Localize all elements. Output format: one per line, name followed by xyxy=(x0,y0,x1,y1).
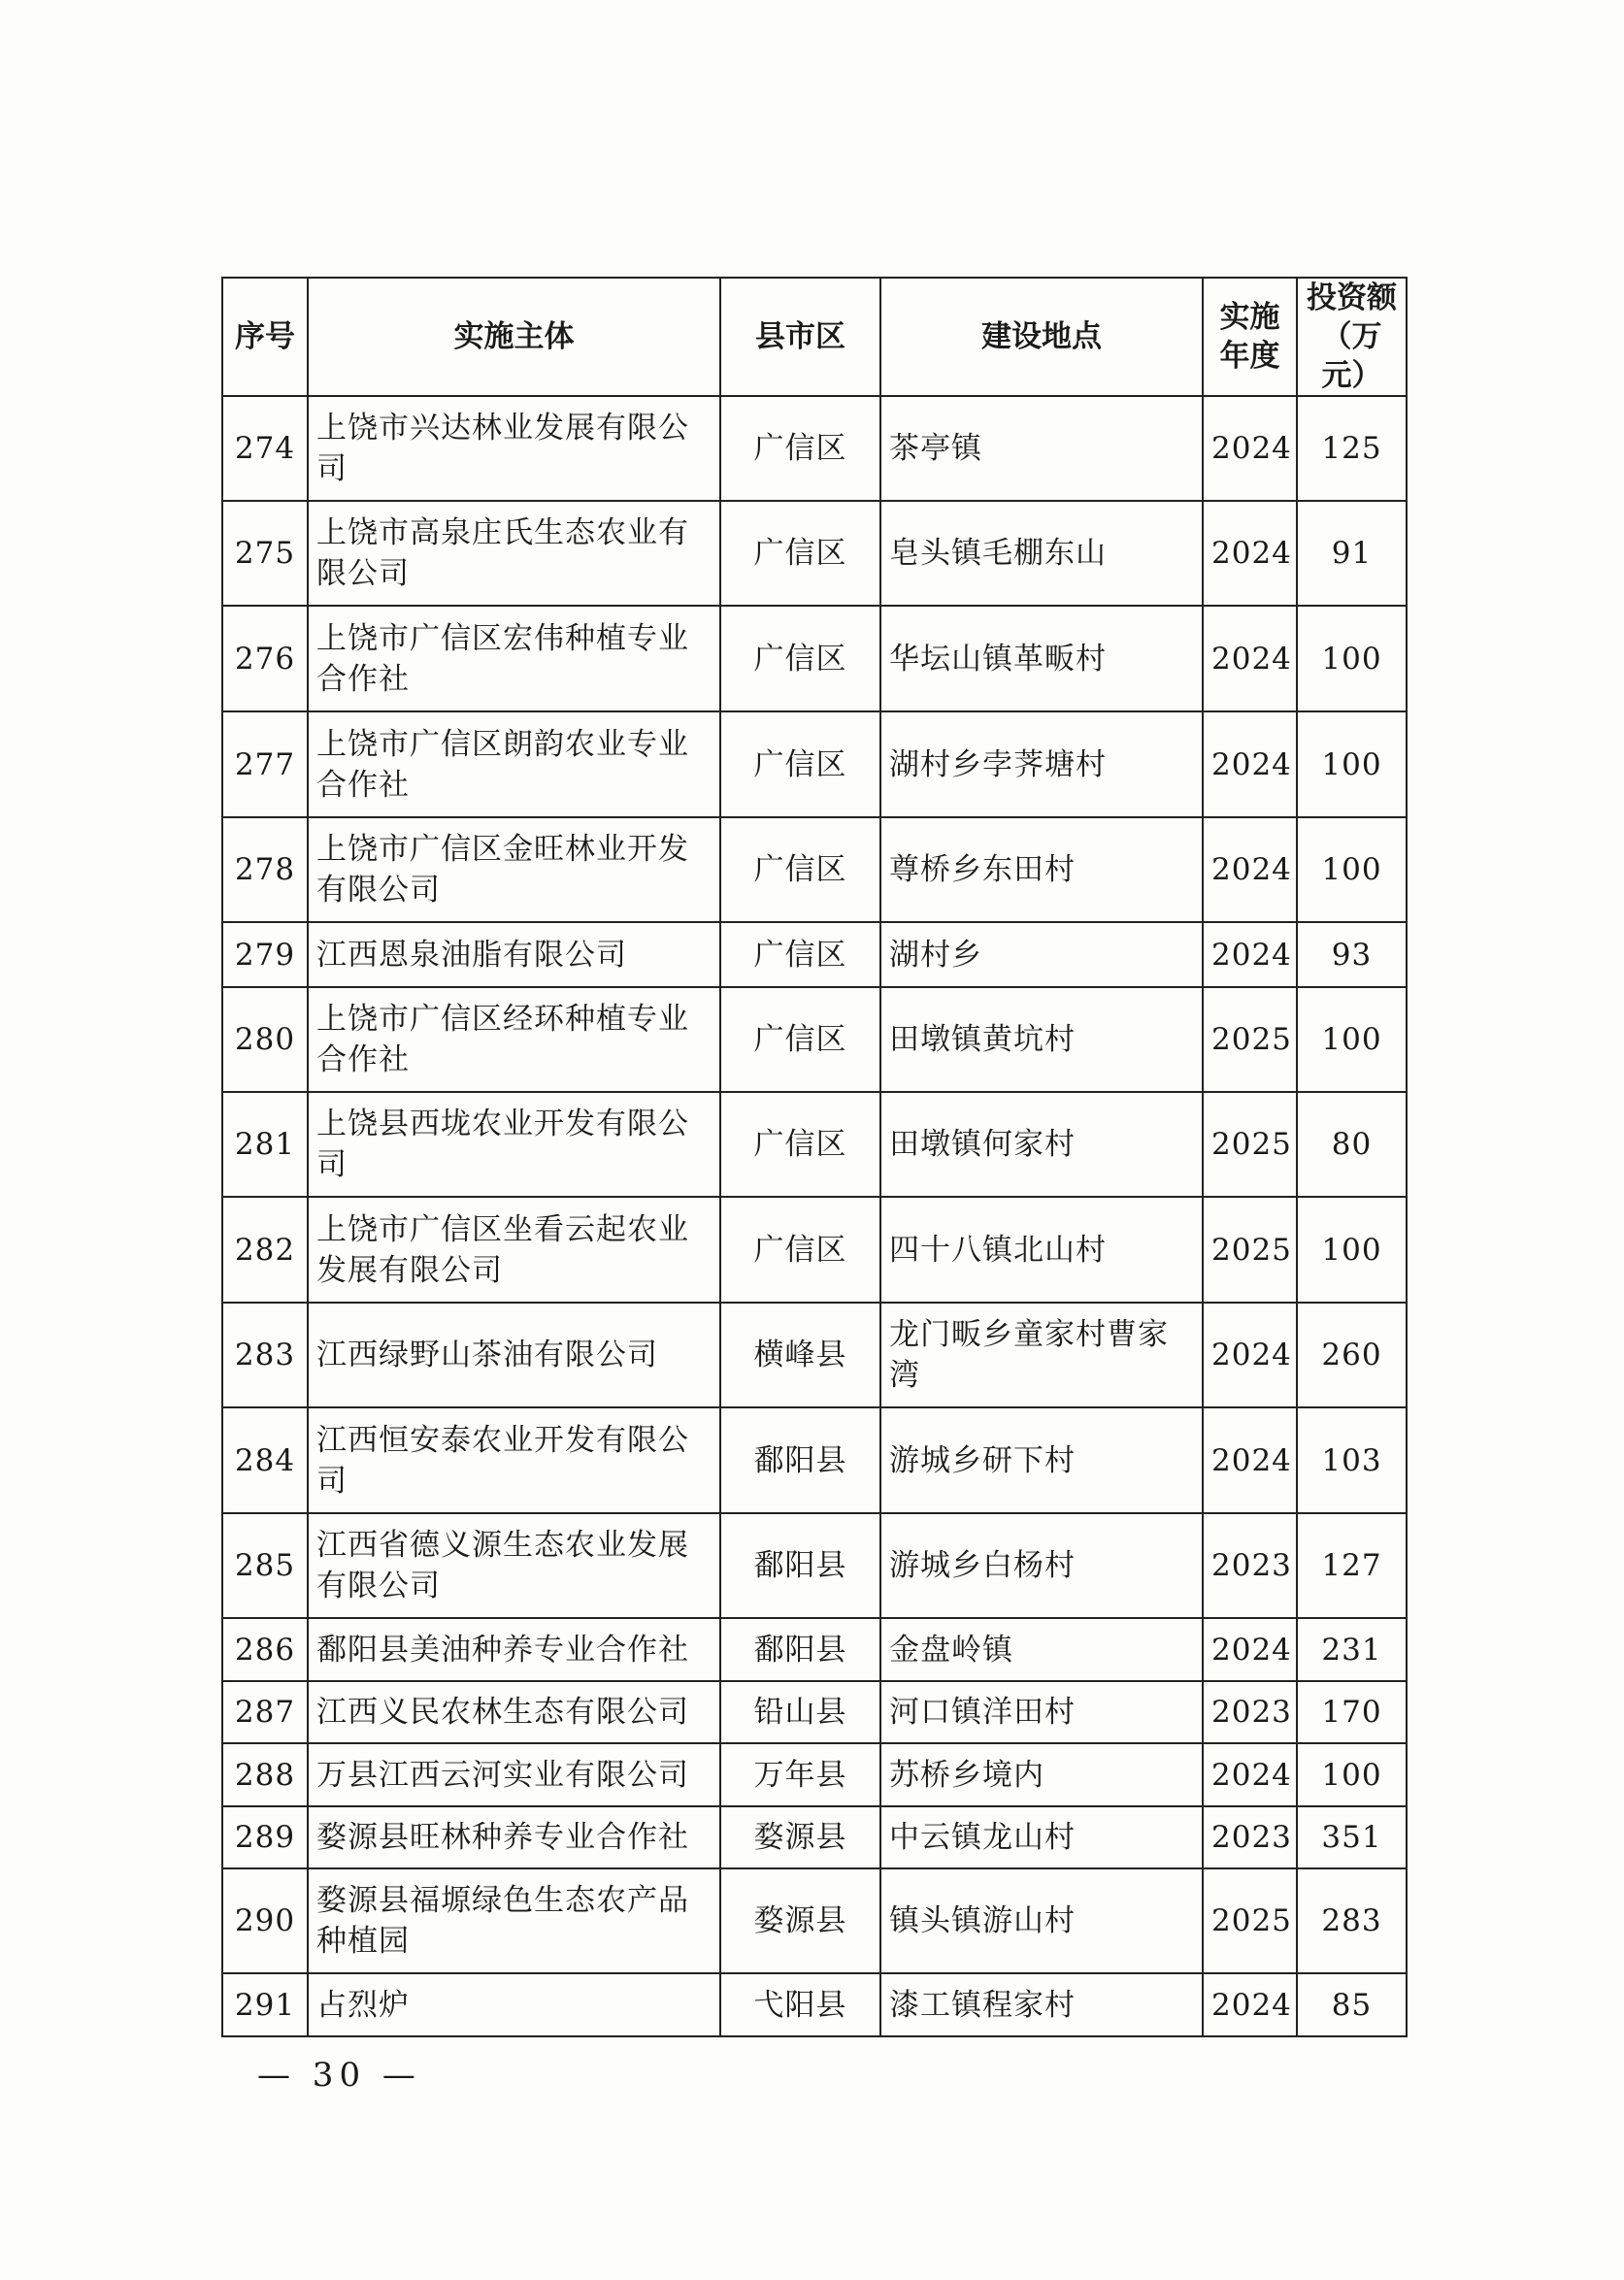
page-number: — 30 — xyxy=(257,2056,421,2095)
cell-entity: 上饶市广信区坐看云起农业发展有限公司 xyxy=(308,1197,720,1303)
cell-county: 铅山县 xyxy=(720,1681,880,1743)
cell-location: 镇头镇游山村 xyxy=(880,1868,1203,1973)
cell-num: 282 xyxy=(222,1197,308,1303)
table-row xyxy=(222,1868,1407,1973)
header-entity: 实施主体 xyxy=(308,278,720,396)
table-row xyxy=(222,1303,1407,1407)
header-county: 县市区 xyxy=(720,278,880,396)
cell-year: 2025 xyxy=(1203,1092,1297,1197)
cell-num: 290 xyxy=(222,1868,308,1973)
cell-entity: 上饶市广信区宏伟种植专业合作社 xyxy=(308,606,720,711)
cell-num: 281 xyxy=(222,1092,308,1197)
cell-location: 龙门畈乡童家村曹家湾 xyxy=(880,1303,1203,1407)
cell-entity: 江西恩泉油脂有限公司 xyxy=(308,922,720,987)
table-row xyxy=(222,987,1407,1092)
table-row xyxy=(222,606,1407,711)
cell-num: 287 xyxy=(222,1681,308,1743)
cell-year: 2024 xyxy=(1203,922,1297,987)
cell-location: 游城乡白杨村 xyxy=(880,1513,1203,1618)
cell-num: 280 xyxy=(222,987,308,1092)
cell-num: 289 xyxy=(222,1806,308,1868)
cell-year: 2023 xyxy=(1203,1806,1297,1868)
cell-amount: 100 xyxy=(1297,711,1407,817)
table-row xyxy=(222,1743,1407,1806)
cell-amount: 103 xyxy=(1297,1407,1407,1513)
cell-amount: 85 xyxy=(1297,1973,1407,2036)
cell-location: 苏桥乡境内 xyxy=(880,1743,1203,1806)
cell-county: 广信区 xyxy=(720,1092,880,1197)
cell-county: 鄱阳县 xyxy=(720,1513,880,1618)
cell-location: 尊桥乡东田村 xyxy=(880,817,1203,922)
cell-num: 285 xyxy=(222,1513,308,1618)
cell-location: 四十八镇北山村 xyxy=(880,1197,1203,1303)
cell-location: 河口镇洋田村 xyxy=(880,1681,1203,1743)
cell-location: 湖村乡孛荠塘村 xyxy=(880,711,1203,817)
cell-county: 广信区 xyxy=(720,396,880,501)
table-row xyxy=(222,1618,1407,1681)
cell-amount: 80 xyxy=(1297,1092,1407,1197)
cell-amount: 231 xyxy=(1297,1618,1407,1681)
cell-year: 2025 xyxy=(1203,1197,1297,1303)
cell-year: 2024 xyxy=(1203,1618,1297,1681)
header-location: 建设地点 xyxy=(880,278,1203,396)
cell-entity: 上饶市广信区金旺林业开发有限公司 xyxy=(308,817,720,922)
table-row xyxy=(222,1513,1407,1618)
cell-num: 286 xyxy=(222,1618,308,1681)
cell-amount: 283 xyxy=(1297,1868,1407,1973)
cell-year: 2024 xyxy=(1203,501,1297,606)
table-row xyxy=(222,1407,1407,1513)
header-row xyxy=(222,278,1407,396)
cell-entity: 鄱阳县美油种养专业合作社 xyxy=(308,1618,720,1681)
cell-amount: 100 xyxy=(1297,817,1407,922)
cell-county: 婺源县 xyxy=(720,1868,880,1973)
cell-entity: 上饶市高泉庄氏生态农业有限公司 xyxy=(308,501,720,606)
cell-amount: 260 xyxy=(1297,1303,1407,1407)
cell-year: 2024 xyxy=(1203,711,1297,817)
cell-county: 广信区 xyxy=(720,987,880,1092)
cell-entity: 上饶市广信区经环种植专业合作社 xyxy=(308,987,720,1092)
cell-year: 2024 xyxy=(1203,817,1297,922)
table-row xyxy=(222,711,1407,817)
cell-county: 广信区 xyxy=(720,922,880,987)
cell-entity: 上饶市广信区朗韵农业专业合作社 xyxy=(308,711,720,817)
cell-year: 2025 xyxy=(1203,1868,1297,1973)
cell-amount: 93 xyxy=(1297,922,1407,987)
cell-entity: 江西绿野山茶油有限公司 xyxy=(308,1303,720,1407)
cell-entity: 江西恒安泰农业开发有限公司 xyxy=(308,1407,720,1513)
cell-num: 291 xyxy=(222,1973,308,2036)
project-table xyxy=(221,277,1408,2037)
cell-entity: 婺源县福塬绿色生态农产品种植园 xyxy=(308,1868,720,1973)
cell-entity: 江西省德义源生态农业发展有限公司 xyxy=(308,1513,720,1618)
cell-num: 284 xyxy=(222,1407,308,1513)
cell-entity: 占烈炉 xyxy=(308,1973,720,2036)
cell-num: 275 xyxy=(222,501,308,606)
cell-amount: 351 xyxy=(1297,1806,1407,1868)
cell-location: 皂头镇毛棚东山 xyxy=(880,501,1203,606)
cell-location: 田墩镇何家村 xyxy=(880,1092,1203,1197)
header-year: 实施年度 xyxy=(1203,278,1297,396)
cell-location: 湖村乡 xyxy=(880,922,1203,987)
table-row xyxy=(222,922,1407,987)
cell-year: 2024 xyxy=(1203,606,1297,711)
cell-year: 2024 xyxy=(1203,1407,1297,1513)
table-row xyxy=(222,1197,1407,1303)
cell-location: 茶亭镇 xyxy=(880,396,1203,501)
cell-county: 广信区 xyxy=(720,711,880,817)
header-num: 序号 xyxy=(222,278,308,396)
cell-entity: 上饶市兴达林业发展有限公司 xyxy=(308,396,720,501)
cell-amount: 100 xyxy=(1297,987,1407,1092)
cell-entity: 上饶县西垅农业开发有限公司 xyxy=(308,1092,720,1197)
cell-location: 中云镇龙山村 xyxy=(880,1806,1203,1868)
cell-year: 2025 xyxy=(1203,987,1297,1092)
cell-entity: 万县江西云河实业有限公司 xyxy=(308,1743,720,1806)
table-row xyxy=(222,501,1407,606)
table-row xyxy=(222,396,1407,501)
cell-location: 游城乡研下村 xyxy=(880,1407,1203,1513)
cell-num: 276 xyxy=(222,606,308,711)
cell-num: 274 xyxy=(222,396,308,501)
table-row xyxy=(222,1806,1407,1868)
cell-location: 漆工镇程家村 xyxy=(880,1973,1203,2036)
cell-county: 横峰县 xyxy=(720,1303,880,1407)
cell-amount: 91 xyxy=(1297,501,1407,606)
cell-county: 弋阳县 xyxy=(720,1973,880,2036)
cell-amount: 100 xyxy=(1297,1197,1407,1303)
cell-num: 288 xyxy=(222,1743,308,1806)
cell-num: 277 xyxy=(222,711,308,817)
cell-num: 278 xyxy=(222,817,308,922)
cell-location: 金盘岭镇 xyxy=(880,1618,1203,1681)
cell-entity: 婺源县旺林种养专业合作社 xyxy=(308,1806,720,1868)
cell-location: 田墩镇黄坑村 xyxy=(880,987,1203,1092)
cell-county: 广信区 xyxy=(720,501,880,606)
table-row xyxy=(222,1973,1407,2036)
cell-amount: 127 xyxy=(1297,1513,1407,1618)
cell-year: 2023 xyxy=(1203,1681,1297,1743)
cell-num: 283 xyxy=(222,1303,308,1407)
cell-location: 华坛山镇革畈村 xyxy=(880,606,1203,711)
table-row xyxy=(222,817,1407,922)
cell-year: 2024 xyxy=(1203,396,1297,501)
header-amount: 投资额（万元） xyxy=(1297,278,1407,396)
cell-entity: 江西义民农林生态有限公司 xyxy=(308,1681,720,1743)
table-row xyxy=(222,1092,1407,1197)
cell-year: 2024 xyxy=(1203,1303,1297,1407)
cell-county: 广信区 xyxy=(720,606,880,711)
table-body xyxy=(222,396,1407,2036)
cell-amount: 170 xyxy=(1297,1681,1407,1743)
cell-county: 广信区 xyxy=(720,817,880,922)
cell-amount: 125 xyxy=(1297,396,1407,501)
cell-year: 2023 xyxy=(1203,1513,1297,1618)
cell-amount: 100 xyxy=(1297,1743,1407,1806)
cell-amount: 100 xyxy=(1297,606,1407,711)
cell-county: 万年县 xyxy=(720,1743,880,1806)
cell-county: 广信区 xyxy=(720,1197,880,1303)
cell-county: 鄱阳县 xyxy=(720,1407,880,1513)
cell-county: 婺源县 xyxy=(720,1806,880,1868)
cell-county: 鄱阳县 xyxy=(720,1618,880,1681)
cell-num: 279 xyxy=(222,922,308,987)
cell-year: 2024 xyxy=(1203,1743,1297,1806)
cell-year: 2024 xyxy=(1203,1973,1297,2036)
table-row xyxy=(222,1681,1407,1743)
